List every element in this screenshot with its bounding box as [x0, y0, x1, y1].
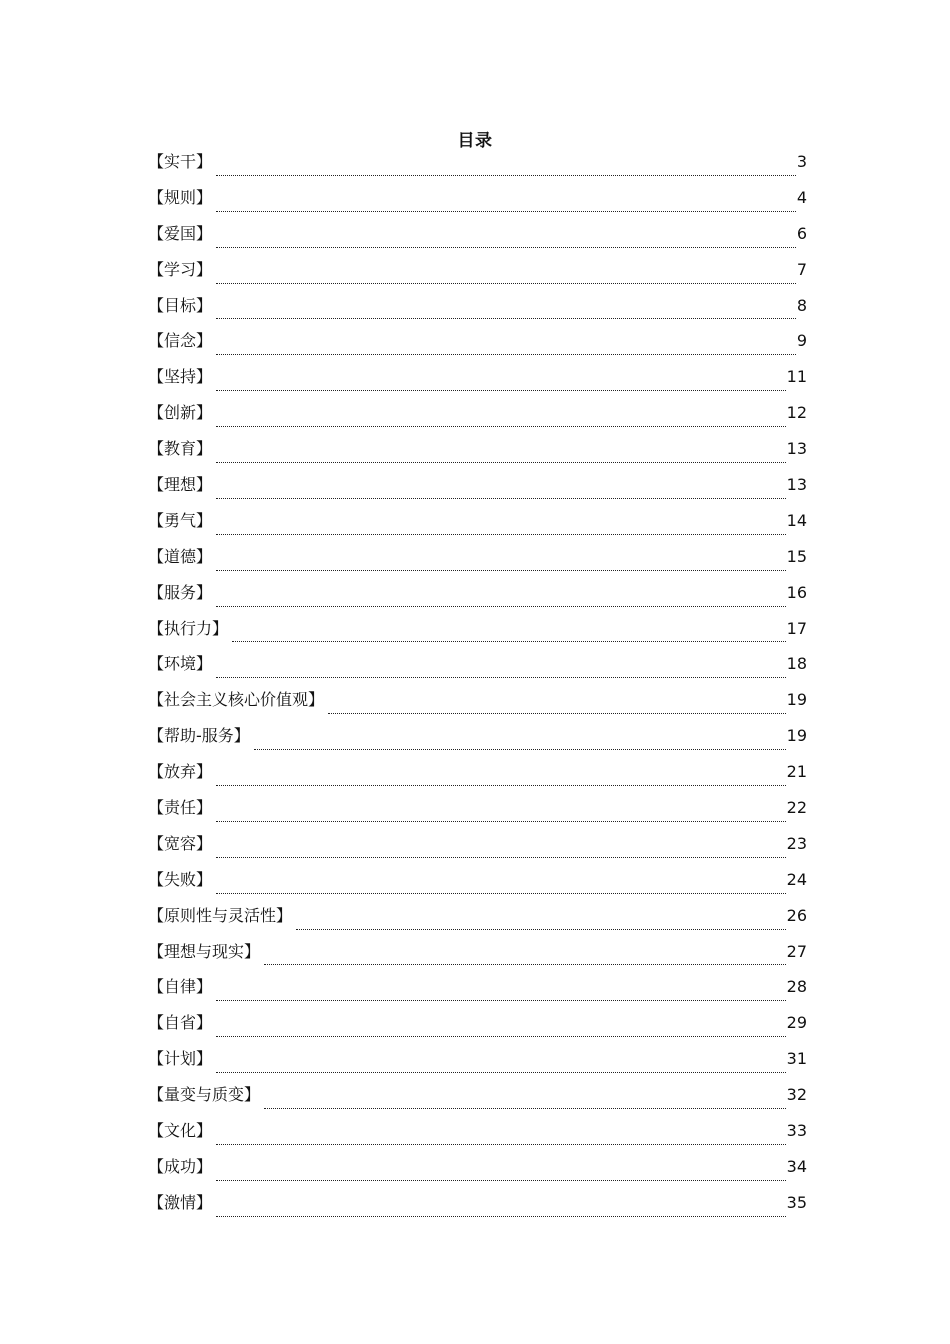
toc-entry[interactable]	[148, 581, 807, 617]
dot-leader	[216, 1035, 786, 1037]
toc-entry-page-number: 8	[796, 295, 807, 315]
toc-entry[interactable]	[148, 904, 807, 940]
toc-entry-page-number: 13	[786, 439, 807, 459]
dot-leader	[216, 1215, 786, 1217]
toc-entry[interactable]	[148, 258, 807, 294]
toc-entry[interactable]	[148, 509, 807, 545]
toc-entry[interactable]	[148, 975, 807, 1011]
toc-entry-page-number: 19	[786, 726, 807, 746]
toc-entry-label: 【激情】	[148, 1192, 213, 1212]
toc-entry-label: 【量变与质变】	[148, 1085, 261, 1105]
dot-leader	[216, 425, 786, 427]
toc-entry-label: 【理想与现实】	[148, 941, 261, 961]
dot-leader	[216, 1179, 786, 1181]
toc-entry[interactable]	[148, 760, 807, 796]
toc-entry-page-number: 35	[786, 1192, 807, 1212]
dot-leader	[216, 389, 786, 391]
toc-entry-page-number: 21	[786, 762, 807, 782]
toc-entry-page-number: 17	[786, 618, 807, 638]
dot-leader	[216, 461, 786, 463]
toc-entry[interactable]	[148, 832, 807, 868]
toc-entry-label: 【责任】	[148, 798, 213, 818]
toc-entry[interactable]	[148, 1083, 807, 1119]
dot-leader	[216, 856, 786, 858]
toc-entry-label: 【自省】	[148, 1013, 213, 1033]
toc-entry-label: 【坚持】	[148, 367, 213, 387]
toc-entry[interactable]	[148, 186, 807, 222]
toc-entry[interactable]	[148, 365, 807, 401]
dot-leader	[264, 963, 786, 965]
toc-entry-label: 【计划】	[148, 1049, 213, 1069]
toc-entry[interactable]	[148, 545, 807, 581]
dot-leader	[216, 174, 796, 176]
toc-entry-page-number: 11	[786, 367, 807, 387]
toc-entry[interactable]	[148, 1119, 807, 1155]
toc-entry-label: 【环境】	[148, 654, 213, 674]
dot-leader	[216, 246, 796, 248]
toc-entry-label: 【放弃】	[148, 762, 213, 782]
toc-entry-page-number: 7	[796, 259, 807, 279]
toc-entry-page-number: 18	[786, 654, 807, 674]
toc-entry-page-number: 3	[796, 152, 807, 171]
toc-entry-label: 【创新】	[148, 403, 213, 423]
dot-leader	[216, 497, 786, 499]
dot-leader	[216, 892, 786, 894]
toc-entry[interactable]	[148, 868, 807, 904]
toc-entry[interactable]	[148, 796, 807, 832]
toc-entry[interactable]	[148, 1011, 807, 1047]
toc-entry[interactable]	[148, 617, 807, 653]
toc-entry-page-number: 19	[786, 690, 807, 710]
toc-entry-label: 【失败】	[148, 869, 213, 889]
dot-leader	[216, 676, 786, 678]
toc-entry-page-number: 4	[796, 187, 807, 207]
toc-entry[interactable]	[148, 688, 807, 724]
dot-leader	[216, 999, 786, 1001]
dot-leader	[216, 317, 796, 319]
dot-leader	[216, 605, 786, 607]
toc-entry-label: 【目标】	[148, 295, 213, 315]
toc-entry[interactable]	[148, 940, 807, 976]
toc-entry-label: 【规则】	[148, 187, 213, 207]
toc-entry-label: 【帮助-服务】	[148, 726, 250, 746]
dot-leader	[216, 1071, 786, 1073]
toc-entry[interactable]	[148, 150, 807, 186]
toc-entry[interactable]	[148, 294, 807, 330]
toc-entry-page-number: 12	[786, 403, 807, 423]
toc-entry[interactable]	[148, 1191, 807, 1227]
toc-entry[interactable]	[148, 437, 807, 473]
toc-entry-page-number: 23	[786, 833, 807, 853]
toc-entry-page-number: 15	[786, 546, 807, 566]
toc-entry-page-number: 33	[786, 1121, 807, 1141]
toc-entry-label: 【实干】	[148, 152, 213, 171]
dot-leader	[216, 820, 786, 822]
toc-entry-label: 【道德】	[148, 546, 213, 566]
toc-entry-label: 【学习】	[148, 259, 213, 279]
toc-entry-label: 【宽容】	[148, 833, 213, 853]
toc-entry[interactable]	[148, 1047, 807, 1083]
toc-entry-label: 【信念】	[148, 331, 213, 351]
toc-entry-page-number: 24	[786, 869, 807, 889]
toc-entry[interactable]	[148, 222, 807, 258]
dot-leader	[216, 784, 786, 786]
toc-entry-label: 【原则性与灵活性】	[148, 905, 293, 925]
toc-entry-page-number: 6	[796, 223, 807, 243]
dot-leader	[328, 712, 786, 714]
toc-entry[interactable]	[148, 652, 807, 688]
toc-entry[interactable]	[148, 401, 807, 437]
toc-entry-page-number: 29	[786, 1013, 807, 1033]
toc-entry-page-number: 26	[786, 905, 807, 925]
toc-entry-label: 【服务】	[148, 582, 213, 602]
toc-entry-page-number: 14	[786, 510, 807, 530]
toc-entry-page-number: 32	[786, 1085, 807, 1105]
toc-entry-label: 【教育】	[148, 439, 213, 459]
dot-leader	[296, 928, 786, 930]
dot-leader	[216, 1143, 786, 1145]
dot-leader	[216, 569, 786, 571]
dot-leader	[216, 353, 796, 355]
dot-leader	[232, 640, 786, 642]
toc-entry-page-number: 28	[786, 977, 807, 997]
toc-entry-label: 【自律】	[148, 977, 213, 997]
toc-entry-page-number: 34	[786, 1156, 807, 1176]
toc-entry-label: 【爱国】	[148, 223, 213, 243]
toc-entry[interactable]	[148, 473, 807, 509]
toc-entry-page-number: 31	[786, 1049, 807, 1069]
toc-entry-label: 【理想】	[148, 475, 213, 495]
toc-title: 目录	[457, 131, 493, 151]
toc-entry-page-number: 13	[786, 475, 807, 495]
toc-entry-label: 【文化】	[148, 1121, 213, 1141]
toc-entry-label: 【勇气】	[148, 510, 213, 530]
toc-entry-label: 【社会主义核心价值观】	[148, 690, 325, 710]
dot-leader	[216, 533, 786, 535]
toc-list	[148, 150, 807, 1227]
dot-leader	[216, 210, 796, 212]
toc-entry-label: 【执行力】	[148, 618, 229, 638]
toc-entry-page-number: 9	[796, 331, 807, 351]
toc-entry-page-number: 27	[786, 941, 807, 961]
toc-entry-page-number: 16	[786, 582, 807, 602]
dot-leader	[264, 1107, 786, 1109]
toc-entry-page-number: 22	[786, 798, 807, 818]
toc-entry[interactable]	[148, 1155, 807, 1191]
dot-leader	[216, 282, 796, 284]
toc-entry[interactable]	[148, 724, 807, 760]
toc-entry-label: 【成功】	[148, 1156, 213, 1176]
toc-entry[interactable]	[148, 329, 807, 365]
dot-leader	[254, 748, 786, 750]
